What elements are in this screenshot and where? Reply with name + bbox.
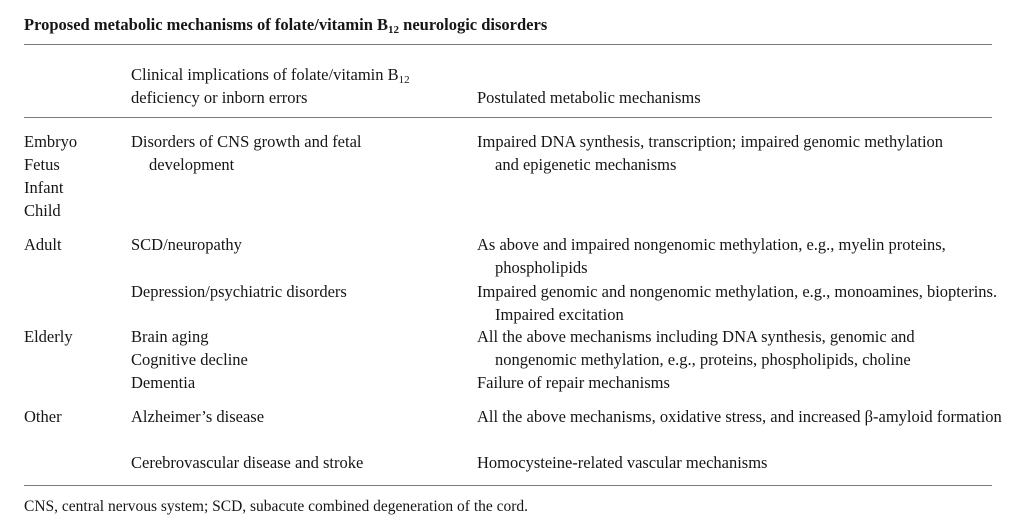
stage-label: Embryo xyxy=(24,132,78,151)
stage-cell-elderly: Elderly xyxy=(24,327,73,346)
stage-cell-other: Other xyxy=(24,407,62,426)
header-text: Clinical implications of folate/vitamin B xyxy=(131,65,399,84)
implication-item: Cognitive decline xyxy=(131,350,248,369)
bottom-rule xyxy=(24,485,992,486)
stage-cell-adult: Adult xyxy=(24,235,62,254)
mechanism-cell: Impaired genomic and nongenomic methylation, e.g., monoamines, biopterins. Impaired excitation xyxy=(477,282,998,324)
stage-label: Infant xyxy=(24,178,64,197)
mechanism-cell: Failure of repair mechanisms xyxy=(477,373,670,392)
header-rule xyxy=(24,117,992,118)
table-footnote: CNS, central nervous system; SCD, subacute combined degeneration of the cord. xyxy=(24,498,529,515)
implication-cell xyxy=(131,325,471,394)
mechanism-cell: As above and impaired nongenomic methylation, e.g., myelin proteins, phospholipids xyxy=(477,235,946,277)
implication-item: Dementia xyxy=(131,373,196,392)
stage-label: Fetus xyxy=(24,155,60,174)
implication-cell: SCD/neuropathy xyxy=(131,235,242,254)
title-text-rest: neurologic disorders xyxy=(399,15,548,34)
mechanism-cell: All the above mechanisms, oxidative stress, and increased β-amyloid formation xyxy=(477,407,1002,426)
implication-cell: Cerebrovascular disease and stroke xyxy=(131,453,364,472)
implication-cell: Alzheimer’s disease xyxy=(131,407,265,426)
header-mechanisms: Postulated metabolic mechanisms xyxy=(477,88,701,107)
implication-cell: Disorders of CNS growth and fetal development xyxy=(131,132,362,174)
mechanism-cell: All the above mechanisms including DNA synthesis, genomic and nongenomic methylation, e.g., proteins, phospholipids, choline xyxy=(477,327,915,369)
implication-cell: Depression/psychiatric disorders xyxy=(131,282,347,301)
mechanism-cell: Homocysteine-related vascular mechanisms xyxy=(477,453,768,472)
table-title xyxy=(24,14,547,36)
header-text-line2: deficiency or inborn errors xyxy=(131,88,308,107)
top-rule xyxy=(24,44,992,45)
header-clinical-implications xyxy=(131,63,410,109)
implication-item: Brain aging xyxy=(131,327,209,346)
mechanism-cell: Impaired DNA synthesis, transcription; impaired genomic methylation and epigenetic mechanisms xyxy=(477,132,944,174)
header-subscript: 12 xyxy=(398,74,410,86)
title-subscript: 12 xyxy=(388,24,400,36)
stage-label: Child xyxy=(24,201,61,220)
stage-cell-early-life xyxy=(24,130,124,222)
title-text: Proposed metabolic mechanisms of folate/vitamin B xyxy=(24,15,389,34)
